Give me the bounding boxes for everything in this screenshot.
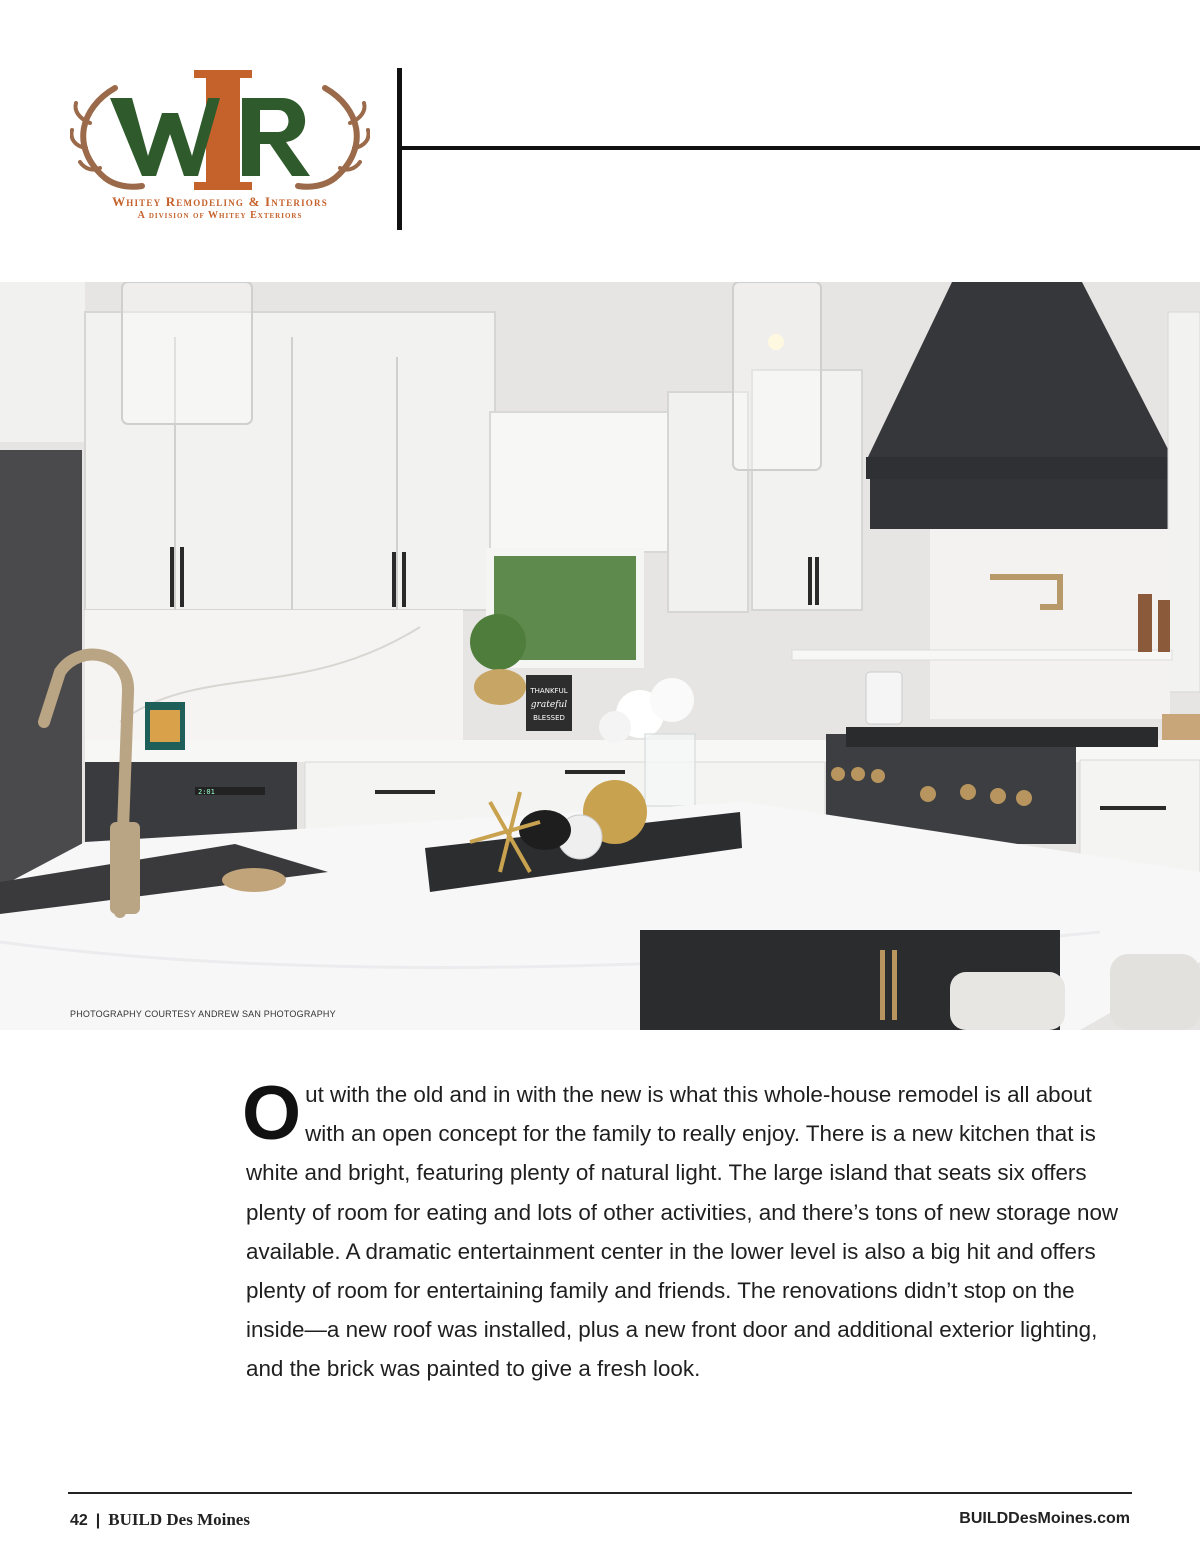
logo-tagline: A division of Whitey Exteriors	[137, 210, 303, 221]
page-number: 42	[70, 1512, 88, 1529]
folio-separator: |	[95, 1512, 101, 1529]
article-paragraph: ut with the old and in with the new is what this whole-house remodel is all about with an open concept for the family to really enjoy. There is a new kitchen that is white and bright, featuring plenty of natural light. The large island that seats six offers plenty of room for eating and lots of other activities, and there’s tons of new storage now available. A dramatic entertainment center in the lower level is also a big hit and offers plenty of room for entertaining family and friends. The renovations didn’t stop on the inside—a new roof was installed, plus a new front door and additional exterior lighting, and the brick was painted to give a fresh look.	[246, 1082, 1119, 1382]
sign-blessed: BLESSED	[533, 714, 565, 722]
photo-credit: PHOTOGRAPHY COURTESY ANDREW SAN PHOTOGRAPHY	[70, 1009, 336, 1019]
logo-company-name: Whitey Remodeling & Interiors	[112, 194, 328, 209]
oven-display: 2:01	[198, 788, 215, 796]
company-logo	[70, 68, 370, 228]
logo-mark	[70, 68, 370, 193]
kitchen-illustration	[0, 282, 1200, 1030]
article-body	[242, 1071, 1136, 1389]
sign-thankful: THANKFUL	[530, 687, 568, 695]
header-horizontal-rule	[402, 146, 1200, 150]
footer-rule	[68, 1492, 1132, 1494]
magazine-name: BUILD Des Moines	[108, 1510, 250, 1529]
kitchen-photo	[0, 282, 1200, 1030]
drop-cap: O	[242, 1071, 302, 1156]
website-url: BUILDDesMoines.com	[959, 1510, 1130, 1527]
sign-grateful: grateful	[530, 700, 568, 710]
page-folio	[70, 1510, 250, 1530]
